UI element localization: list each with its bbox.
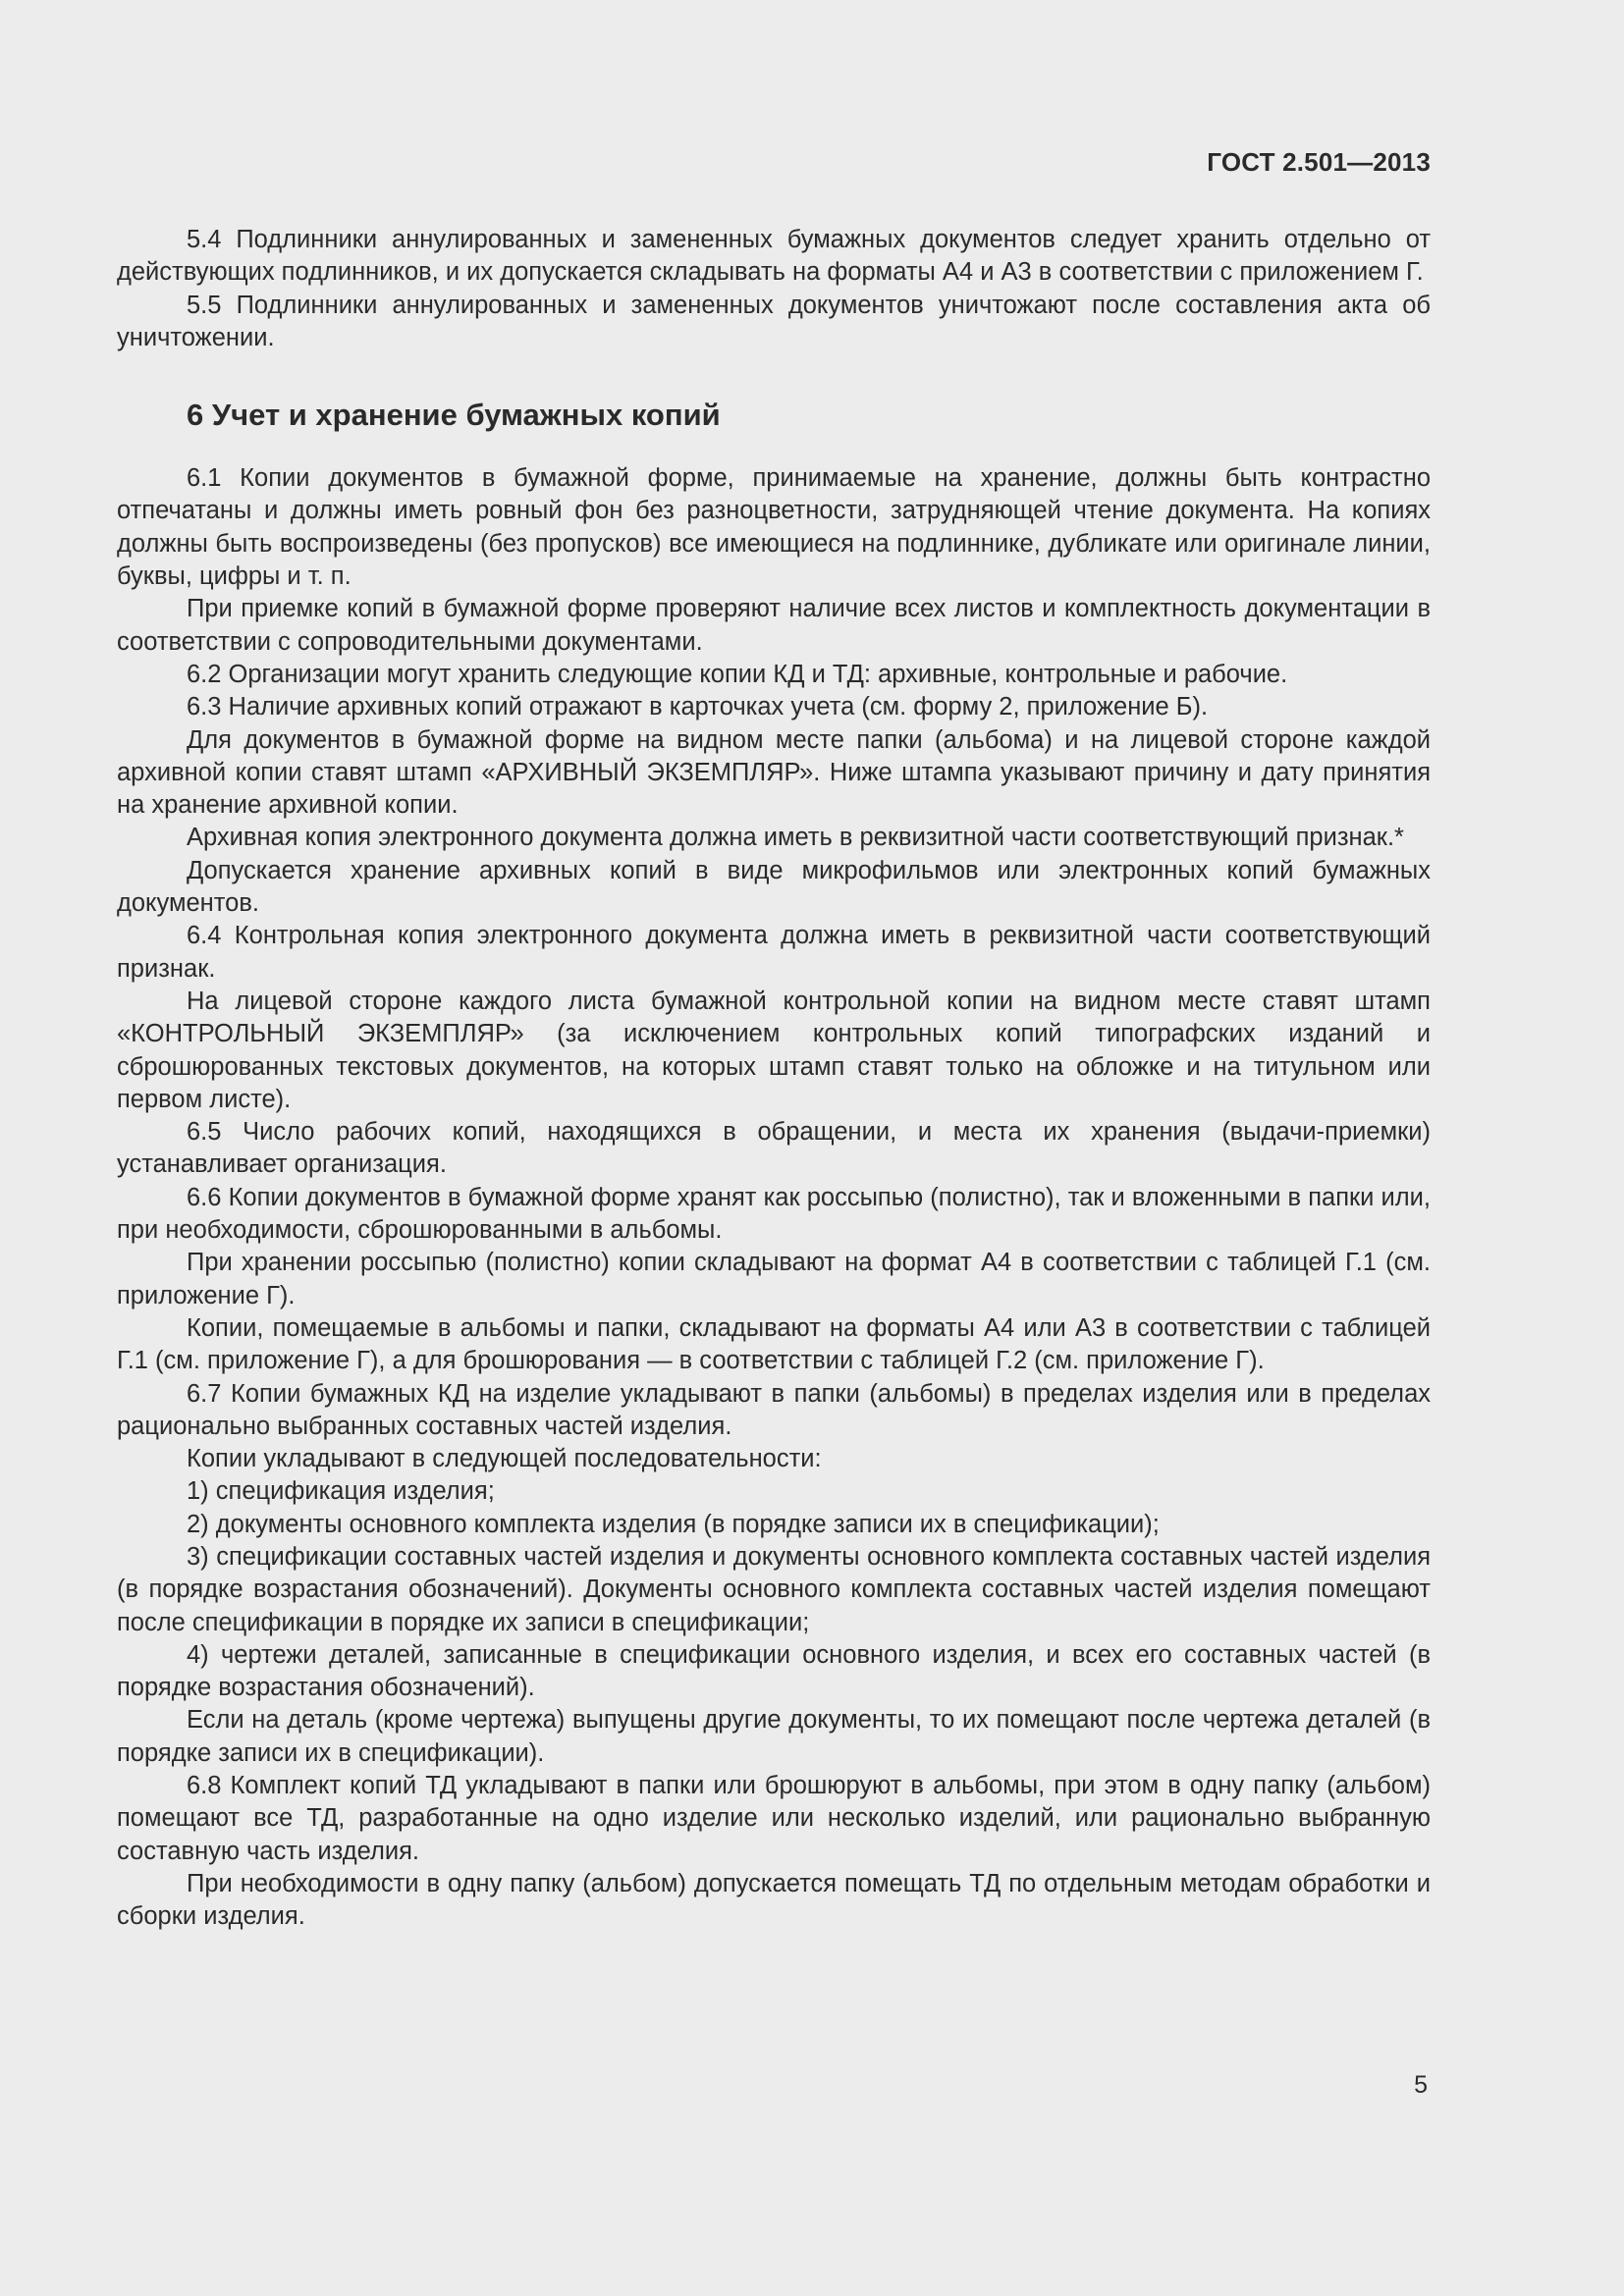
- section-6-title: 6 Учет и хранение бумажных копий: [187, 398, 721, 433]
- paragraph-5-5: 5.5 Подлинники аннулированных и замененных документов уничтожают после составления акта об уничтожении.: [117, 291, 1431, 351]
- paragraph-6-2: 6.2 Организации могут хранить следующие копии КД и ТД: архивные, контрольные и рабочие.: [187, 660, 1288, 688]
- paragraph-6-8: 6.8 Комплект копий ТД укладывают в папки или брошюруют в альбомы, при этом в одну папку (альбом) помещают все ТД, разработанные на одно изделие или несколько изделий, или рационально выбранную составную часть изделия.: [117, 1772, 1431, 1865]
- paragraph: Архивная копия электронного документа должна иметь в реквизитной части соответствующий признак.*: [187, 824, 1404, 852]
- paragraph-6-7: 6.7 Копии бумажных КД на изделие укладывают в папки (альбомы) в пределах изделия или в пределах рационально выбранных составных частей изделия.: [117, 1379, 1431, 1440]
- paragraph: Если на деталь (кроме чертежа) выпущены другие документы, то их помещают после чертежа деталей (в порядке записи их в спецификации).: [117, 1706, 1431, 1767]
- paragraph-6-1: 6.1 Копии документов в бумажной форме, принимаемые на хранение, должны быть контрастно отпечатаны и должны иметь ровный фон без разноцветности, затрудняющей чтение документа. На копиях должны быть воспроизведены (без пропусков) все имеющиеся на подлиннике, дубликате или оригинале линии, буквы, цифры и т. п.: [117, 464, 1431, 591]
- document-body: [117, 224, 1431, 1934]
- paragraph: При необходимости в одну папку (альбом) допускается помещать ТД по отдельным методам обработки и сборки изделия.: [117, 1869, 1431, 1931]
- list-item: 4) чертежи деталей, записанные в спецификации основного изделия, и всех его составных частей (в порядке возрастания обозначений).: [117, 1640, 1431, 1702]
- paragraph-5-4: 5.4 Подлинники аннулированных и замененных бумажных документов следует хранить отдельно от действующих подлинников, и их допускается складывать на форматы А4 и А3 в соответствии с приложением Г.: [117, 226, 1431, 287]
- list-item: 1) спецификация изделия;: [187, 1477, 495, 1506]
- paragraph: На лицевой стороне каждого листа бумажной контрольной копии на видном месте ставят штамп «КОНТРОЛЬНЫЙ ЭКЗЕМПЛЯР» (за исключением контрольных копий типографских изданий и сброшюрованных текстовых документов, на которых штамп ставят только на обложке и на титульном или первом листе).: [117, 987, 1431, 1113]
- paragraph-6-5: 6.5 Число рабочих копий, находящихся в обращении, и места их хранения (выдачи-приемки) устанавливает организация.: [117, 1118, 1431, 1179]
- paragraph: При приемке копий в бумажной форме проверяют наличие всех листов и комплектность документации в соответствии с сопроводительными документами.: [117, 595, 1431, 656]
- list-item: 3) спецификации составных частей изделия и документы основного комплекта составных частей изделия (в порядке возрастания обозначений). Документы основного комплекта составных частей изделия помещают после спецификации в порядке их записи в спецификации;: [117, 1542, 1431, 1636]
- standard-id-header: ГОСТ 2.501—2013: [1207, 147, 1431, 177]
- paragraph: Копии укладывают в следующей последовательности:: [187, 1445, 822, 1473]
- paragraph: Для документов в бумажной форме на видном месте папки (альбома) и на лицевой стороне каждой архивной копии ставят штамп «АРХИВНЫЙ ЭКЗЕМПЛЯР». Ниже штампа указывают причину и дату принятия на хранение архивной копии.: [117, 725, 1431, 820]
- page-number: 5: [1414, 2071, 1428, 2099]
- paragraph-6-3: 6.3 Наличие архивных копий отражают в карточках учета (см. форму 2, приложение Б).: [187, 693, 1209, 721]
- paragraph-6-4: 6.4 Контрольная копия электронного документа должна иметь в реквизитной части соответствующий признак.: [117, 922, 1431, 983]
- paragraph: При хранении россыпью (полистно) копии складывают на формат А4 в соответствии с таблицей Г.1 (см. приложение Г).: [117, 1249, 1431, 1309]
- paragraph: Копии, помещаемые в альбомы и папки, складывают на форматы А4 или А3 в соответствии с таблицей Г.1 (см. приложение Г), а для брошюрования — в соответствии с таблицей Г.2 (см. приложение Г).: [117, 1313, 1431, 1375]
- paragraph: Допускается хранение архивных копий в виде микрофильмов или электронных копий бумажных документов.: [117, 856, 1431, 918]
- list-item: 2) документы основного комплекта изделия (в порядке записи их в спецификации);: [187, 1510, 1160, 1538]
- paragraph-6-6: 6.6 Копии документов в бумажной форме хранят как россыпью (полистно), так и вложенными в папки или, при необходимости, сброшюрованными в альбомы.: [117, 1183, 1431, 1245]
